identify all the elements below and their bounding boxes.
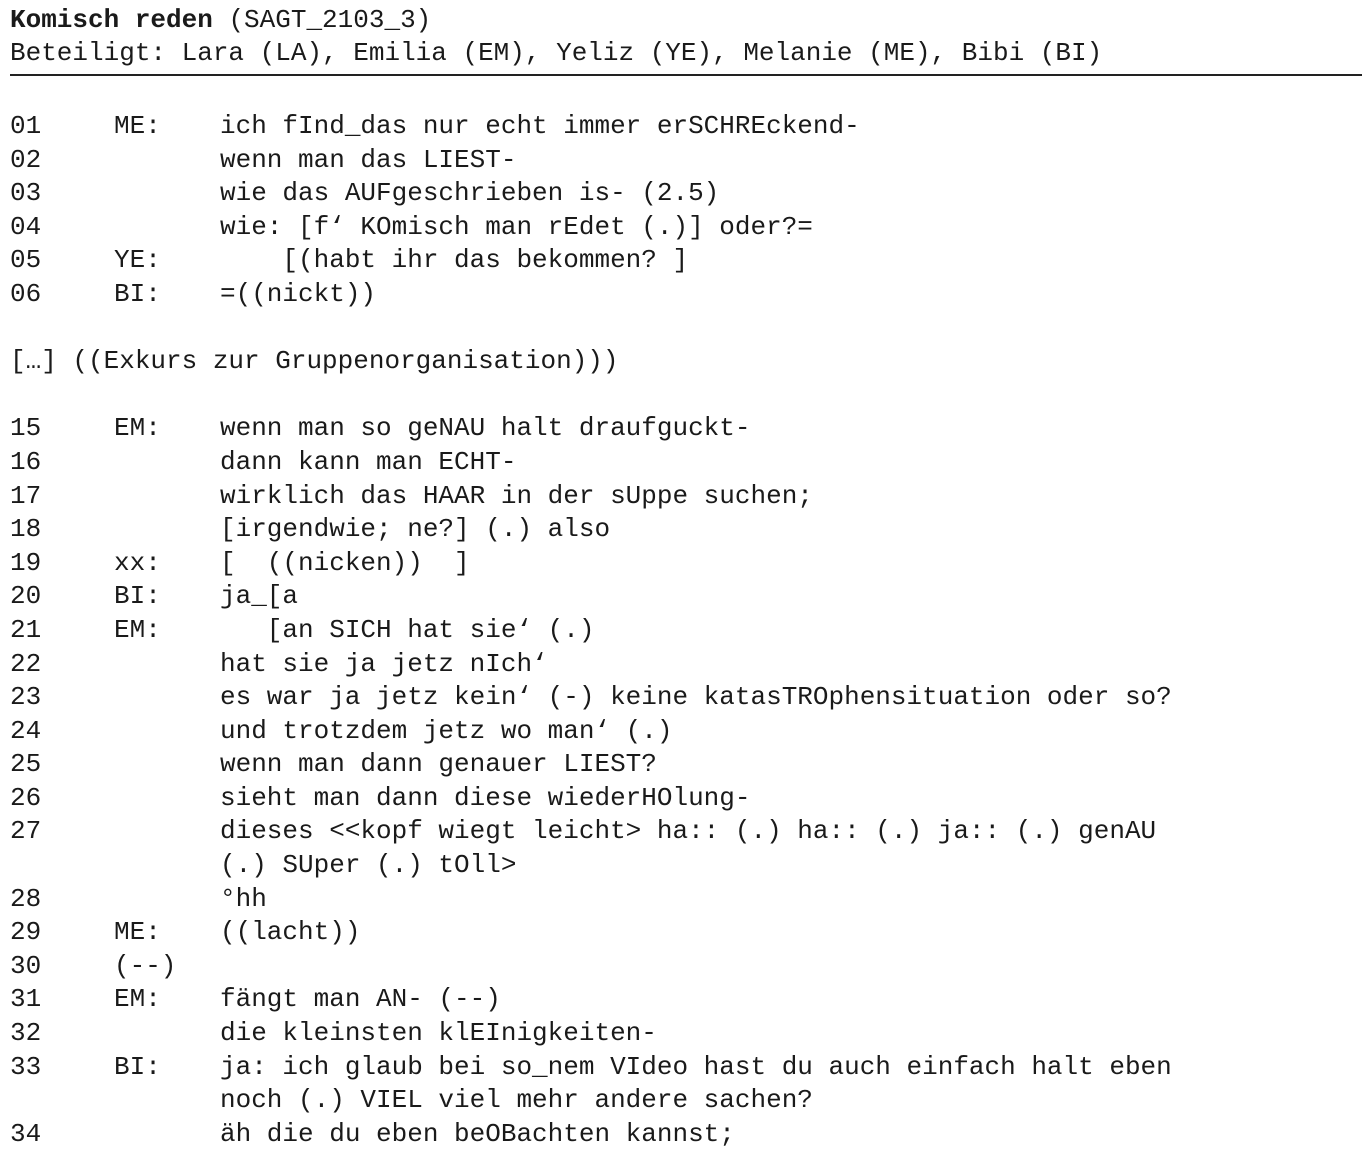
utterance-text: ja_[a [220,581,299,612]
line-number: 21 [10,614,42,645]
utterance-text: noch (.) VIEL viel mehr andere sachen? [220,1085,813,1116]
transcript-title: Komisch reden [10,5,213,35]
transcript-line [10,983,1365,1017]
transcript-header [10,4,1362,76]
line-number: 34 [10,1118,42,1149]
utterance-text: sieht man dann diese wiederHOlung- [220,782,751,813]
speaker-label: (--) [114,950,177,981]
transcript-line [10,883,1365,917]
speaker-label: YE: [114,245,161,276]
transcript-line [10,648,1365,682]
line-number: 23 [10,682,42,713]
transcript-line [10,278,1365,312]
utterance-text: dann kann man ECHT- [220,446,517,477]
line-number: 25 [10,749,42,780]
utterance-text: dieses <<kopf wiegt leicht> ha:: (.) ha:: (.) ja:: (.) genAU [220,816,1157,847]
utterance-text: [ ((nicken)) ] [220,547,470,578]
speaker-label: EM: [114,614,161,645]
line-number: 06 [10,278,42,309]
line-number: 31 [10,984,42,1015]
speaker-label: BI: [114,278,161,309]
omission-text: […] ((Exkurs zur Gruppenorganisation))) [10,346,619,377]
transcript-line [10,110,1365,144]
transcript-line [10,1051,1365,1085]
transcript-code: (SAGT_2103_3) [212,5,432,35]
line-number: 01 [10,111,42,141]
utterance-text: wenn man dann genauer LIEST? [220,749,657,780]
line-number: 02 [10,144,42,175]
line-number: 27 [10,816,42,847]
transcript-line [10,950,1365,984]
transcript-line [10,580,1365,614]
transcript-line [10,412,1365,446]
line-number: 33 [10,1051,42,1082]
transcript-line [10,177,1365,211]
line-number: 28 [10,883,42,914]
transcript-line [10,715,1365,749]
utterance-text: äh die du eben beOBachten kannst; [220,1118,735,1149]
omission-note [10,345,1365,379]
line-number: 17 [10,480,42,511]
line-number: 03 [10,178,42,209]
utterance-text: (.) SUper (.) tOll> [220,850,517,881]
transcript-line [10,815,1365,849]
speaker-label: xx: [114,547,161,578]
speaker-label: BI: [114,581,161,612]
transcript-line [10,614,1365,648]
line-number: 32 [10,1018,42,1049]
transcript-line [10,1017,1365,1051]
speaker-label: EM: [114,984,161,1015]
utterance-text: wie: [f‘ KOmisch man rEdet (.)] oder?= [220,211,813,242]
speaker-label: ME: [114,917,161,948]
line-number: 20 [10,581,42,612]
utterance-text: wie das AUFgeschrieben is- (2.5) [220,178,720,209]
line-number: 29 [10,917,42,948]
line-number: 18 [10,514,42,545]
transcript-title-line [10,4,1362,37]
speaker-label: EM: [114,413,161,444]
transcript-line [10,211,1365,245]
blank-line [10,312,1365,346]
utterance-text: fängt man AN- (--) [220,984,501,1015]
utterance-text: [(habt ihr das bekommen? ] [220,245,689,276]
line-number: 19 [10,547,42,578]
utterance-text: die kleinsten klEInigkeiten- [220,1018,657,1049]
transcript-line [10,782,1365,816]
line-number: 24 [10,715,42,746]
line-number: 15 [10,413,42,444]
utterance-text: wenn man so geNAU halt draufguckt- [220,413,751,444]
line-number: 05 [10,245,42,276]
transcript-line [10,1118,1365,1152]
utterance-text: es war ja jetz kein‘ (-) keine katasTROphensituation oder so? [220,682,1172,713]
speaker-label: BI: [114,1051,161,1082]
utterance-text: [irgendwie; ne?] (.) also [220,514,611,545]
line-number: 26 [10,782,42,813]
transcript-line [10,1084,1365,1118]
utterance-text: ich fInd_das nur echt immer erSCHREckend- [220,111,860,141]
utterance-text: wenn man das LIEST- [220,144,517,175]
utterance-text: hat sie ja jetz nIch‘ [220,648,548,679]
blank-line [10,379,1365,413]
utterance-text: [an SICH hat sie‘ (.) [220,614,595,645]
transcript-line [10,681,1365,715]
transcript-line [10,547,1365,581]
transcript-line [10,916,1365,950]
utterance-text: °hh [220,883,267,914]
transcript-line [10,748,1365,782]
transcript-body [10,110,1365,1151]
utterance-text: wirklich das HAAR in der sUppe suchen; [220,480,813,511]
transcript-line [10,513,1365,547]
line-number: 22 [10,648,42,679]
transcript-line [10,480,1365,514]
utterance-text: =((nickt)) [220,278,377,309]
line-number: 16 [10,446,42,477]
transcript-line [10,244,1365,278]
line-number: 04 [10,211,42,242]
transcript-line [10,446,1365,480]
speaker-label: ME: [114,111,161,141]
participants-line: Beteiligt: Lara (LA), Emilia (EM), Yeliz (YE), Melanie (ME), Bibi (BI) [10,38,1103,68]
utterance-text: ja: ich glaub bei so_nem VIdeo hast du auch einfach halt eben [220,1051,1172,1082]
line-number: 30 [10,950,42,981]
utterance-text: ((lacht)) [220,917,361,948]
transcript-line [10,144,1365,178]
utterance-text: und trotzdem jetz wo man‘ (.) [220,715,673,746]
transcript-line [10,849,1365,883]
